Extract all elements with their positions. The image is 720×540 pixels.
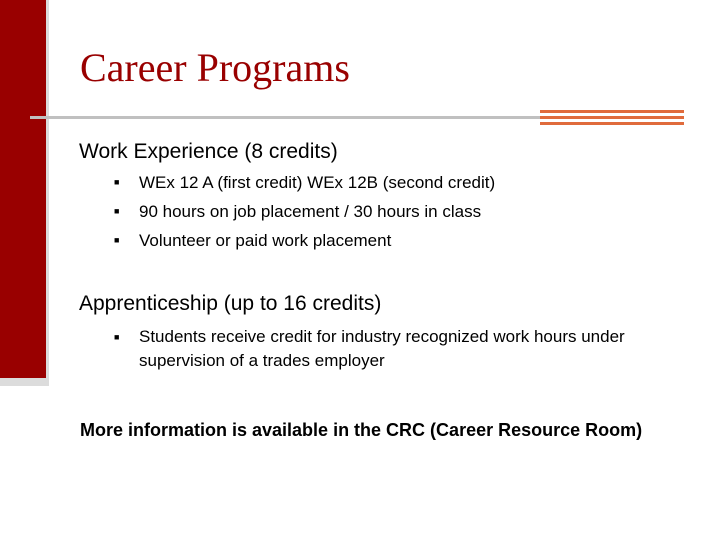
small-square-icon: ■ (114, 332, 120, 342)
slide-title: Career Programs (80, 45, 350, 90)
title-divider-accent-1 (540, 110, 684, 113)
small-square-icon: ■ (114, 177, 120, 187)
small-square-icon: ■ (114, 206, 120, 216)
bullet-text: 90 hours on job placement / 30 hours in class (139, 202, 482, 221)
bullet-text: Volunteer or paid work placement (139, 231, 392, 250)
section-heading-work-experience: Work Experience (8 credits) (79, 140, 338, 163)
title-divider-gray (30, 116, 540, 119)
sidebar-shadow-edge (46, 0, 49, 386)
sidebar-shadow-bottom (0, 378, 49, 386)
bullet-text: Students receive credit for industry recognized work hours under supervision of a trades employer (139, 327, 625, 370)
small-square-icon: ■ (114, 235, 120, 245)
title-divider-accent-2 (540, 116, 684, 119)
apprenticeship-bullet-list (114, 325, 679, 373)
section-heading-apprenticeship: Apprenticeship (up to 16 credits) (79, 292, 382, 315)
footer-note: More information is available in the CRC (Career Resource Room) (80, 420, 643, 440)
list-item (114, 168, 495, 197)
title-divider-accent-3 (540, 122, 684, 125)
list-item (114, 197, 495, 226)
work-experience-bullet-list (114, 168, 495, 255)
list-item (114, 226, 495, 255)
sidebar-accent-bar (0, 0, 46, 378)
bullet-text: WEx 12 A (first credit) WEx 12B (second credit) (139, 173, 496, 192)
list-item (114, 325, 679, 373)
